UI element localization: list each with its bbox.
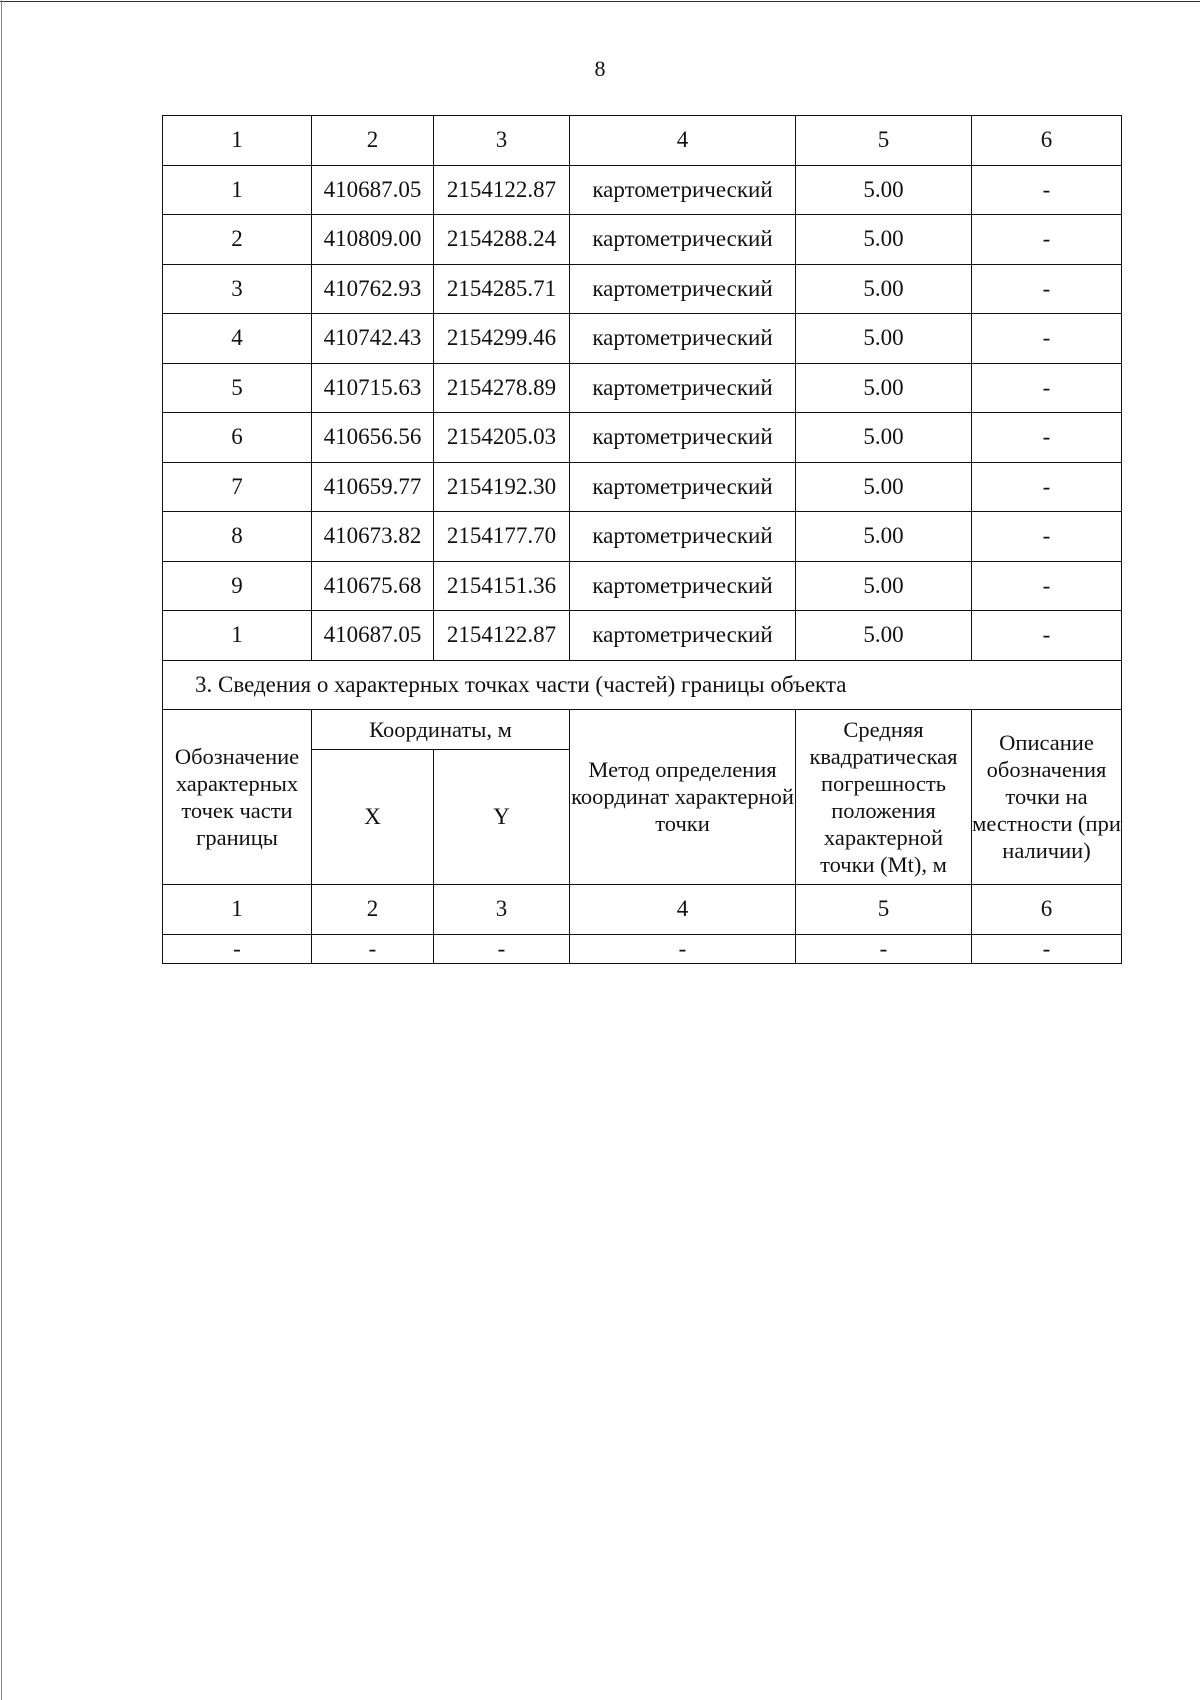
description-cell: - [972, 314, 1122, 364]
header-method: Метод определения координат характерной точки [570, 709, 796, 884]
method-cell: картометрический [570, 165, 796, 215]
table-row [163, 314, 1122, 364]
point-cell: 9 [163, 561, 312, 611]
column-number: 6 [972, 116, 1122, 166]
table-row [163, 512, 1122, 562]
column-number: 1 [163, 884, 312, 934]
method-cell: картометрический [570, 363, 796, 413]
method-cell: картометрический [570, 215, 796, 265]
section-3-title-row [163, 660, 1122, 709]
column-number: 3 [434, 884, 570, 934]
point-cell: 1 [163, 165, 312, 215]
table-row [163, 413, 1122, 463]
y-cell: 2154278.89 [434, 363, 570, 413]
mt-cell: 5.00 [796, 363, 972, 413]
point-cell: 8 [163, 512, 312, 562]
mt-cell: 5.00 [796, 165, 972, 215]
y-cell: 2154122.87 [434, 165, 570, 215]
header-point: Обозначение характерных точек части границы [163, 709, 312, 884]
column-number: 5 [796, 884, 972, 934]
header-mt: Средняя квадратическая погрешность положения характерной точки (Mt), м [796, 709, 972, 884]
description-cell: - [972, 215, 1122, 265]
column-number: 1 [163, 116, 312, 166]
description-cell: - [972, 264, 1122, 314]
description-cell: - [972, 462, 1122, 512]
point-cell: 3 [163, 264, 312, 314]
method-cell: картометрический [570, 314, 796, 364]
section-3-title: 3. Сведения о характерных точках части (частей) границы объекта [163, 660, 1122, 709]
column-numbers-row [163, 116, 1122, 166]
x-cell: 410762.93 [312, 264, 434, 314]
point-cell: 1 [163, 611, 312, 661]
method-cell: картометрический [570, 413, 796, 463]
x-cell: 410809.00 [312, 215, 434, 265]
column-number: 6 [972, 884, 1122, 934]
point-cell: 5 [163, 363, 312, 413]
point-cell: 4 [163, 314, 312, 364]
x-cell: 410742.43 [312, 314, 434, 364]
y-cell: 2154192.30 [434, 462, 570, 512]
mt-cell: 5.00 [796, 314, 972, 364]
y-cell: 2154205.03 [434, 413, 570, 463]
y-cell: 2154151.36 [434, 561, 570, 611]
mt-cell: 5.00 [796, 611, 972, 661]
method-cell: картометрический [570, 264, 796, 314]
column-number: 2 [312, 116, 434, 166]
header-description: Описание обозначения точки на местности (при наличии) [972, 709, 1122, 884]
table-row [163, 561, 1122, 611]
mt-cell: 5.00 [796, 215, 972, 265]
column-number: 3 [434, 116, 570, 166]
y-cell: 2154288.24 [434, 215, 570, 265]
description-cell: - [972, 934, 1122, 963]
column-number: 2 [312, 884, 434, 934]
left-scan-edge [1, 0, 2, 1700]
header-coordinates: Координаты, м [312, 709, 570, 749]
description-cell: - [972, 363, 1122, 413]
section-3-column-numbers-row [163, 884, 1122, 934]
x-cell: 410659.77 [312, 462, 434, 512]
table-row [163, 462, 1122, 512]
y-cell: - [434, 934, 570, 963]
column-number: 5 [796, 116, 972, 166]
top-scan-edge [0, 1, 1200, 2]
mt-cell: 5.00 [796, 561, 972, 611]
point-cell: 7 [163, 462, 312, 512]
point-cell: 2 [163, 215, 312, 265]
mt-cell: 5.00 [796, 462, 972, 512]
description-cell: - [972, 611, 1122, 661]
table-row [163, 264, 1122, 314]
mt-cell: - [796, 934, 972, 963]
x-cell: 410656.56 [312, 413, 434, 463]
mt-cell: 5.00 [796, 264, 972, 314]
x-cell: - [312, 934, 434, 963]
header-y: Y [434, 749, 570, 884]
x-cell: 410675.68 [312, 561, 434, 611]
y-cell: 2154299.46 [434, 314, 570, 364]
section-3-header-row [163, 709, 1122, 749]
y-cell: 2154285.71 [434, 264, 570, 314]
description-cell: - [972, 561, 1122, 611]
section-3-table-row [163, 934, 1122, 963]
table-row [163, 165, 1122, 215]
y-cell: 2154177.70 [434, 512, 570, 562]
column-number: 4 [570, 884, 796, 934]
method-cell: картометрический [570, 512, 796, 562]
description-cell: - [972, 165, 1122, 215]
point-cell: - [163, 934, 312, 963]
header-x: X [312, 749, 434, 884]
x-cell: 410687.05 [312, 165, 434, 215]
description-cell: - [972, 512, 1122, 562]
column-number: 4 [570, 116, 796, 166]
boundary-points-table [162, 115, 1122, 964]
mt-cell: 5.00 [796, 512, 972, 562]
page-number: 8 [594, 56, 606, 81]
description-cell: - [972, 413, 1122, 463]
method-cell: - [570, 934, 796, 963]
point-cell: 6 [163, 413, 312, 463]
x-cell: 410715.63 [312, 363, 434, 413]
method-cell: картометрический [570, 462, 796, 512]
y-cell: 2154122.87 [434, 611, 570, 661]
method-cell: картометрический [570, 611, 796, 661]
mt-cell: 5.00 [796, 413, 972, 463]
table-row [163, 215, 1122, 265]
method-cell: картометрический [570, 561, 796, 611]
x-cell: 410687.05 [312, 611, 434, 661]
table-row [163, 611, 1122, 661]
table-row [163, 363, 1122, 413]
x-cell: 410673.82 [312, 512, 434, 562]
